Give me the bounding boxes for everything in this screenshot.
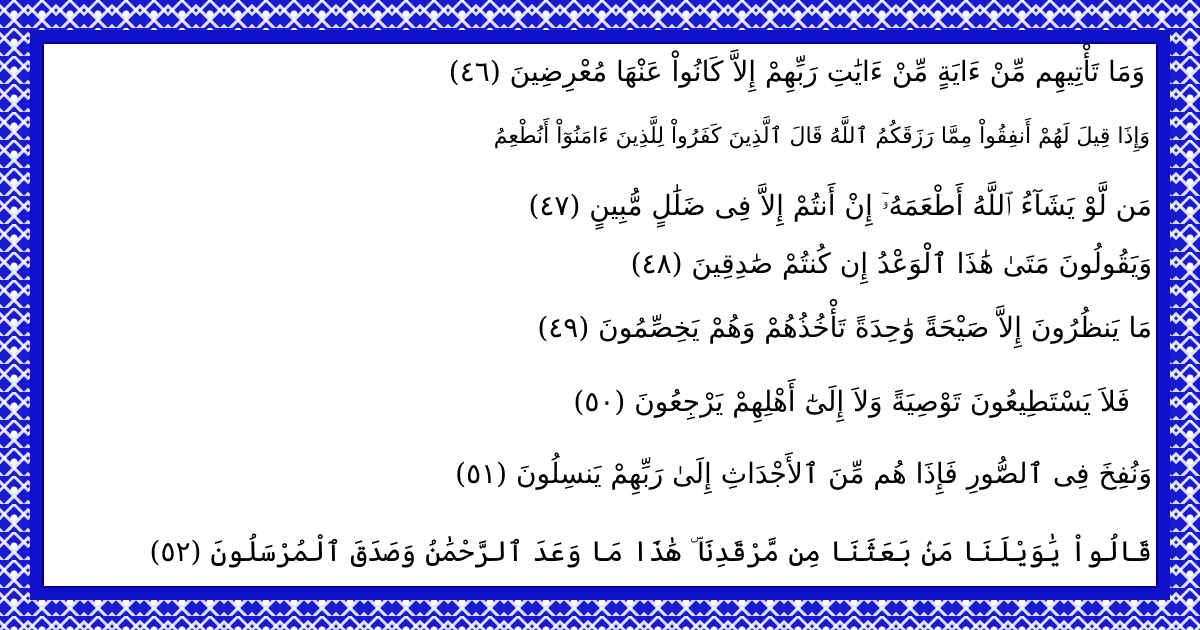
verse-47-part-2: مَن لَّوْ يَشَآءُ ٱللَّهُ أَطْعَمَهُۥٓ إِنْ أَنتُمْ إِلاَّ فِى ضَلَٰلٍ مُّبِينٍ (٤٧) [528,189,1152,222]
verse-46: وَمَا تَأْتِيهِم مِّنْ ءَايَةٍ مِّنْ ءَايَٰتِ رَبِّهِمْ إِلاَّ كَانُواْ عَنْهَا مُعْرِضِينَ (٤٦) [448,55,1145,88]
verse-49: مَا يَنظُرُونَ إِلاَّ صَيْحَةً وَٰحِدَةً تَأْخُذُهُمْ وَهُمْ يَخِصِّمُونَ (٤٩) [537,311,1152,344]
verse-47-part-1: وَإِذَا قِيلَ لَهُمْ أَنفِقُواْ مِمَّا رَزَقَكُمُ ٱللَّهُ قَالَ ٱلَّذِينَ كَفَرُواْ لِلَّذِينَ ءَامَنُوٓاْ أَنُطْعِمُ [493,124,1150,149]
verse-50: فَلاَ يَسْتَطِيعُونَ تَوْصِيَةً وَلاَ إِلَىٰٓ أَهْلِهِمْ يَرْجِعُونَ (٥٠) [573,385,1130,418]
verse-51: وَنُفِخَ فِى ٱلصُّورِ فَإِذَا هُم مِّنَ ٱلأَجْدَاثِ إِلَىٰ رَبِّهِمْ يَنسِلُونَ (٥١) [455,457,1152,490]
verse-48: وَيَقُولُونَ مَتَىٰ هَٰذَا ٱلْوَعْدُ إِن كُنتُمْ صَٰدِقِينَ (٤٨) [630,247,1152,280]
verse-52: قَالُواْ يَٰوَيْلَنَا مَنۢ بَعَثَنَا مِن مَّرْقَدِنَا ۜ هَٰذَا مَا وَعَدَ ٱلرَّحْمَٰنُ وَصَدَقَ ٱلْمُرْسَلُونَ (٥٢) [149,535,1152,568]
